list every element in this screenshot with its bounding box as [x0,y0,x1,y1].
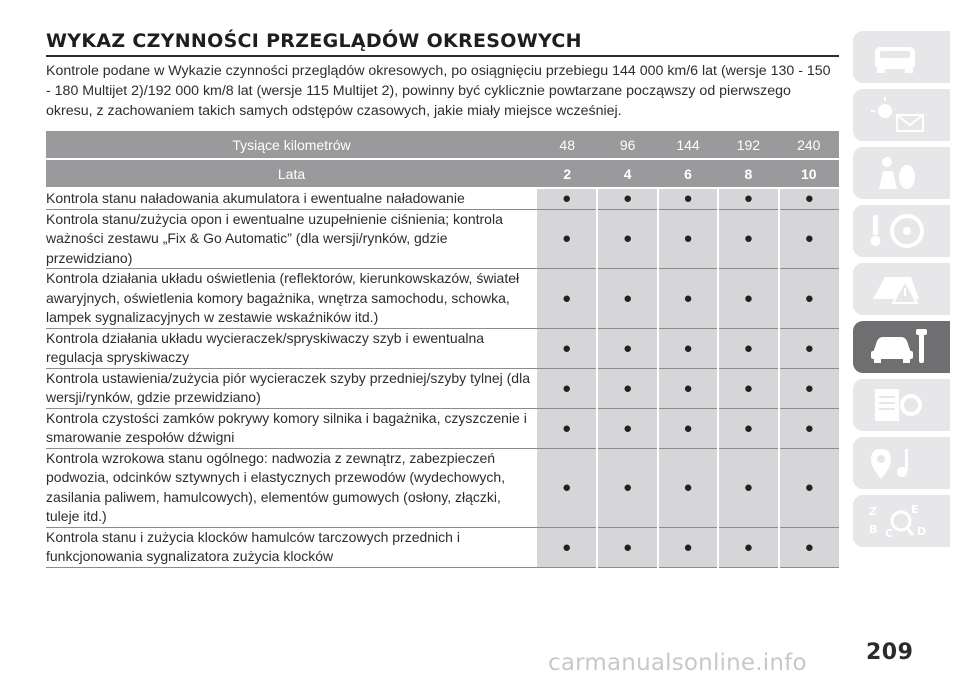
header-row-km [46,131,839,159]
car-dashboard-icon [867,37,937,77]
row-description: Kontrola czystości zamków pokrywy komory silnika i bagażnika, czyszczenie i smarowanie zespołów dźwigni [46,408,537,448]
header-km-cell: 144 [658,131,718,159]
check-mark: ● [537,448,597,527]
check-mark: ● [658,188,718,209]
warning-lights-icon [867,95,937,135]
sidebar-tab-starting[interactable] [853,205,950,257]
table-row [46,448,839,527]
sidebar-tab-emergency[interactable] [853,263,950,315]
check-mark: ● [658,269,718,329]
header-row-years [46,159,839,188]
svg-text:C: C [885,527,894,540]
sidebar-tab-maintenance[interactable] [853,321,950,373]
sidebar-tab-technical-data[interactable] [853,379,950,431]
check-mark: ● [597,448,657,527]
check-mark: ● [718,527,778,567]
check-mark: ● [718,448,778,527]
header-km-cell: 48 [537,131,597,159]
watermark: carmanualsonline.info [548,650,807,676]
header-km-label: Tysiące kilometrów [46,131,537,159]
table-row [46,209,839,269]
row-description: Kontrola stanu i zużycia klocków hamulców tarczowych przednich i funkcjonowania sygnalizatora zużycia klocków [46,527,537,567]
check-mark: ● [537,188,597,209]
maintenance-schedule-table [46,131,839,568]
check-mark: ● [658,448,718,527]
table-row [46,328,839,368]
svg-text:D: D [917,525,927,538]
table-row [46,408,839,448]
check-mark: ● [718,368,778,408]
header-km-cell: 240 [779,131,839,159]
check-mark: ● [779,368,839,408]
check-mark: ● [658,328,718,368]
header-year-cell: 10 [779,159,839,188]
svg-text:E: E [911,503,919,516]
check-mark: ● [537,209,597,269]
check-mark: ● [779,209,839,269]
check-mark: ● [658,527,718,567]
row-description: Kontrola wzrokowa stanu ogólnego: nadwozia z zewnątrz, zabezpieczeń podwozia, odcinków sztywnych i elastycznych przewodów (wydechowych, zasilania paliwem, hamulcowych), elementów gumowych (osłony, złączki, tuleje itd.) [46,448,537,527]
check-mark: ● [537,269,597,329]
intro-paragraph: Kontrole podane w Wykazie czynności przeglądów okresowych, po osiągnięciu przebiegu 144 000 km/6 lat (wersje 130 - 150 - 180 Multijet 2)/192 000 km/8 lat (wersje 115 Multijet 2), powinny być cyklicznie powtarzane począwszy od pierwszego okresu, z zachowaniem takich samych odstępów czasowych, jakie miały miejsce wcześniej. [46,63,831,119]
check-mark: ● [597,368,657,408]
check-mark: ● [779,269,839,329]
check-mark: ● [779,408,839,448]
car-maintenance-icon [867,327,937,367]
steering-wheel-start-icon [867,211,937,251]
check-mark: ● [718,408,778,448]
header-year-cell: 4 [597,159,657,188]
check-mark: ● [537,368,597,408]
airbag-safety-icon [867,153,937,193]
check-mark: ● [597,527,657,567]
multimedia-icon [867,443,937,483]
check-mark: ● [718,188,778,209]
row-description: Kontrola działania układu wycieraczek/spryskiwaczy szyb i ewentualna regulacja spryskiwaczy [46,328,537,368]
technical-data-icon [867,385,937,425]
check-mark: ● [779,527,839,567]
page-number: 209 [866,640,914,665]
row-description: Kontrola działania układu oświetlenia (reflektorów, kierunkowskazów, świateł awaryjnych, oświetlenia komory bagażnika, wnętrza samochodu, schowka, lampek sygnalizacyjnych w zestawie wskaźników itd.) [46,269,537,329]
check-mark: ● [779,188,839,209]
check-mark: ● [597,328,657,368]
check-mark: ● [597,209,657,269]
check-mark: ● [658,408,718,448]
check-mark: ● [537,527,597,567]
check-mark: ● [779,328,839,368]
svg-text:B: B [869,523,878,536]
table-row [46,368,839,408]
alphabetical-index-icon [867,501,937,541]
check-mark: ● [597,188,657,209]
sidebar-tab-dashboard[interactable] [853,31,950,83]
header-km-cell: 96 [597,131,657,159]
check-mark: ● [537,328,597,368]
row-description: Kontrola stanu naładowania akumulatora i ewentualne naładowanie [46,188,537,209]
row-description: Kontrola stanu/zużycia opon i ewentualne uzupełnienie ciśnienia; kontrola ważności zestawu „Fix & Go Automatic” (dla wersji/rynków, gdzie przewidziano) [46,209,537,269]
check-mark: ● [597,269,657,329]
page-title: WYKAZ CZYNNOŚCI PRZEGLĄDÓW OKRESOWYCH [46,30,839,57]
header-years-label: Lata [46,159,537,188]
check-mark: ● [718,209,778,269]
check-mark: ● [718,269,778,329]
check-mark: ● [718,328,778,368]
table-row [46,188,839,209]
header-year-cell: 8 [718,159,778,188]
check-mark: ● [537,408,597,448]
svg-text:Z: Z [869,505,877,518]
row-description: Kontrola ustawienia/zużycia piór wycieraczek szyby przedniej/szyby tylnej (dla wersji/rynków, gdzie przewidziano) [46,368,537,408]
emergency-accident-icon [867,269,937,309]
check-mark: ● [658,209,718,269]
header-year-cell: 2 [537,159,597,188]
sidebar-tab-warning-lights[interactable] [853,89,950,141]
chapter-sidebar [853,31,950,553]
sidebar-tab-index[interactable] [853,495,950,547]
check-mark: ● [779,448,839,527]
sidebar-tab-safety[interactable] [853,147,950,199]
header-year-cell: 6 [658,159,718,188]
table-row [46,269,839,329]
header-km-cell: 192 [718,131,778,159]
check-mark: ● [658,368,718,408]
sidebar-tab-multimedia[interactable] [853,437,950,489]
check-mark: ● [597,408,657,448]
table-row [46,527,839,567]
